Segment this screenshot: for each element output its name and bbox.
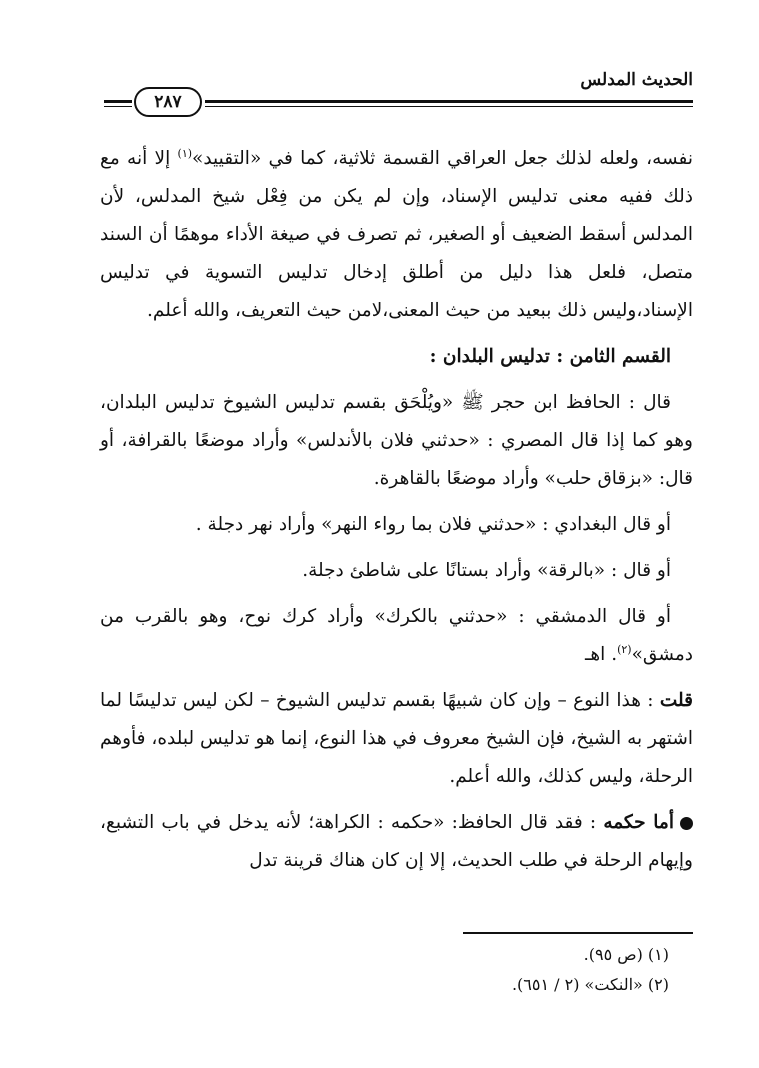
ruling-label: أما حكمه xyxy=(603,812,674,833)
footnote-2: (٢) «النكت» (٢ / ٦٥١). xyxy=(511,975,669,994)
section-heading: القسم الثامن : تدليس البلدان : xyxy=(429,346,671,367)
paragraph-7 xyxy=(100,804,693,880)
page-body xyxy=(100,140,693,888)
paragraph-5 xyxy=(100,598,693,674)
page-number-badge: ٢٨٧ xyxy=(134,87,202,117)
footnote-ref-2: (٢) xyxy=(617,642,632,656)
header-rule-left-thin xyxy=(104,106,132,107)
paragraph-1-rest: إلا أنه مع ذلك ففيه معنى تدليس الإسناد، وإن لم يكن من فِعْل شيخ المدلس، لأن المدلس أسقط الضعيف أو الصغير، ثم تصرف في صيغة الأداء موهمًا أن السند متصل، فلعل هذا دليل من أطلق إدخال تدليس التسوية في تدليس الإسناد،وليس ذلك ببعيد من حيث المعنى،لامن حيث التعريف، والله أعلم. xyxy=(100,148,693,321)
paragraph-1-text: نفسه، ولعله لذلك جعل العراقي القسمة ثلاثية، كما في «التقييد» xyxy=(192,148,693,169)
paragraph-5-text: أو قال الدمشقي : «حدثني بالكرك» وأراد كرك نوح، وهو بالقرب من دمشق» xyxy=(100,606,693,665)
bullet-dot-icon xyxy=(680,817,693,830)
paragraph-7-text: : فقد قال الحافظ: «حكمه : الكراهة؛ لأنه يدخل في باب التشبع، وإيهام الرحلة في طلب الحديث، إلا إن كان هناك قرينة تدل xyxy=(100,812,693,871)
header-rule-left-thick xyxy=(104,100,132,103)
qultu-label: قلت xyxy=(659,690,693,711)
paragraph-2: قال : الحافظ ابن حجر ﷺ «ويُلْحَق بقسم تدليس الشيوخ تدليس البلدان، وهو كما إذا قال المصري : «حدثني فلان بالأندلس» وأراد موضعًا بالقرافة، أو قال: «بزقاق حلب» وأراد موضعًا بالقاهرة. xyxy=(100,392,693,489)
footnotes xyxy=(109,940,669,1000)
running-header-title: الحديث المدلس xyxy=(580,70,693,90)
header-rule-thick xyxy=(205,100,693,103)
footnote-1: (١) (ص ٩٥). xyxy=(583,945,669,964)
paragraph-4: أو قال : «بالرقة» وأراد بستانًا على شاطئ دجلة. xyxy=(302,560,671,581)
paragraph-3: أو قال البغدادي : «حدثني فلان بما رواء النهر» وأراد نهر دجلة . xyxy=(195,514,671,535)
header-rule-thin xyxy=(205,106,693,107)
paragraph-1 xyxy=(100,140,693,330)
footnote-separator xyxy=(463,932,693,934)
footnote-ref-1: (١) xyxy=(177,146,193,160)
paragraph-6-text: : هذا النوع – وإن كان شبيهًا بقسم تدليس الشيوخ – لكن ليس تدليسًا لما اشتهر به الشيخ، فإن الشيخ معروف في هذا النوع، إنما هو تدليس لبلده، فأوهم الرحلة، وليس كذلك، والله أعلم. xyxy=(100,690,693,787)
paragraph-5-rest: . اهـ xyxy=(585,644,618,665)
paragraph-6 xyxy=(100,682,693,796)
